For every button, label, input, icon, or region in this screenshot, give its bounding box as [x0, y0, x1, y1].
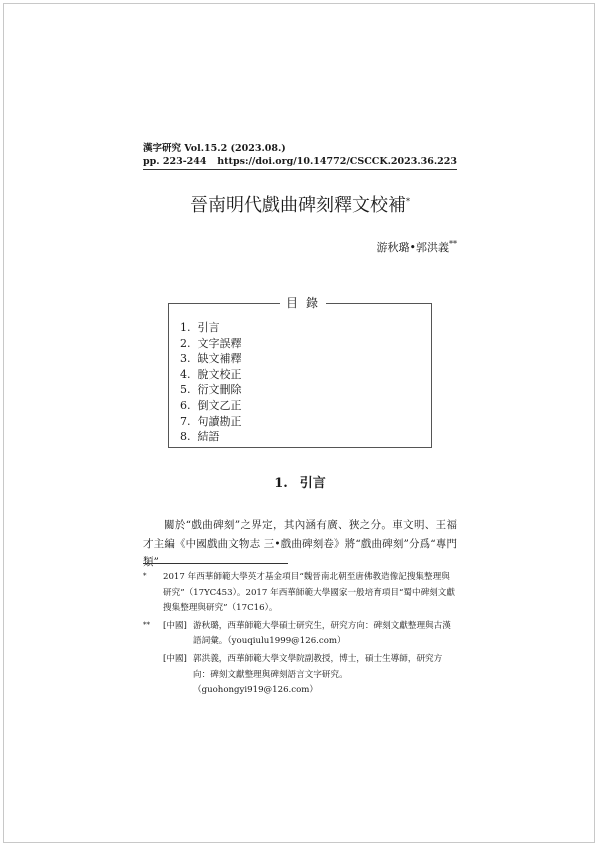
toc-item-label: 句讀勘正 — [197, 414, 242, 428]
toc-item-label: 衍文刪除 — [197, 383, 242, 397]
toc-item-number: 8. — [180, 430, 191, 444]
footnote-rule — [143, 563, 288, 564]
toc-list — [180, 320, 242, 445]
journal-doi[interactable]: https://doi.org/10.14772/CSCCK.2023.36.223 — [217, 156, 457, 167]
footnote-author-1 — [143, 619, 457, 650]
footnote-entry — [163, 652, 457, 699]
footnote-country: [中國] — [163, 620, 187, 631]
toc-item[interactable] — [180, 429, 242, 445]
journal-pages: pp. 223-244 — [143, 156, 207, 167]
toc-item-number: 5. — [180, 383, 191, 397]
title-footnote-mark[interactable]: * — [406, 197, 410, 206]
journal-name-volume: 漢字研究 Vol.15.2 (2023.08.) — [143, 143, 286, 154]
footnote-author-2 — [143, 652, 457, 699]
toc-item[interactable] — [180, 398, 242, 414]
authors — [377, 239, 458, 255]
toc-item-label: 脫文校正 — [197, 367, 242, 381]
toc-item-number: 6. — [180, 398, 191, 412]
toc-item[interactable] — [180, 351, 242, 367]
toc-item-label: 引言 — [197, 321, 220, 334]
footnote-funding — [143, 570, 457, 617]
toc-item-label: 結語 — [197, 430, 220, 444]
toc-title: 目錄 — [280, 294, 326, 311]
paper-title-text: 晉南明代戲曲碑刻釋文校補 — [190, 195, 406, 216]
toc-item-label: 缺文補釋 — [197, 352, 242, 366]
section-title: 引言 — [299, 476, 326, 491]
toc-item-number: 7. — [180, 414, 191, 428]
toc-item[interactable] — [180, 414, 242, 430]
footnote-mark: * — [143, 572, 147, 580]
toc-item-label: 倒文乙正 — [197, 398, 242, 412]
paper-title — [143, 194, 457, 218]
toc-item[interactable] — [180, 320, 242, 336]
footnote-text: 2017 年西華師範大學英才基金項目“魏晉南北朝至唐佛教造像記搜集整理與研究”（17YC453）。2017 年西華師範大學國家一般培育項目“蜀中碑刻文獻搜集整理與研究”（17C16）。 — [163, 572, 455, 614]
section-number: 1. — [274, 476, 288, 491]
journal-pages-doi — [143, 155, 457, 168]
toc-item-label: 文字誤釋 — [197, 336, 242, 350]
toc-item-number: 3. — [180, 352, 191, 366]
author-names: 游秋璐•郭洪義 — [376, 241, 449, 254]
toc-item[interactable] — [180, 382, 242, 398]
journal-header — [143, 142, 457, 168]
footnote-country: [中國] — [163, 653, 187, 664]
section-heading — [143, 472, 457, 491]
footnote-entry — [163, 619, 457, 650]
toc-item[interactable] — [180, 336, 242, 352]
body-paragraph: 關於“戲曲碑刻”之界定，其內涵有廣、狹之分。車文明、王福才主編《中國戲曲文物志 三•戲曲碑刻卷》將“戲曲碑刻”分爲“專門類” — [143, 519, 457, 568]
toc-item[interactable] — [180, 367, 242, 383]
footnote-text: 游秋璐，西華師範大學碩士研究生，研究方向：碑刻文獻整理與古漢語詞彙。（youqiulu1999@126.com） — [193, 620, 451, 647]
footnotes — [143, 570, 457, 701]
toc-item-number: 2. — [180, 336, 191, 350]
toc-item-number: 1. — [180, 321, 191, 334]
header-rule — [143, 169, 457, 170]
footnote-text: 郭洪義，西華師範大學文學院副教授，博士，碩士生導師，研究方向：碑刻文獻整理與碑刻語言文字研究。（guohongyi919@126.com） — [193, 653, 443, 696]
toc-item-number: 4. — [180, 367, 191, 381]
author-footnote-mark[interactable]: ** — [449, 239, 457, 249]
footnote-mark: ** — [143, 620, 150, 629]
